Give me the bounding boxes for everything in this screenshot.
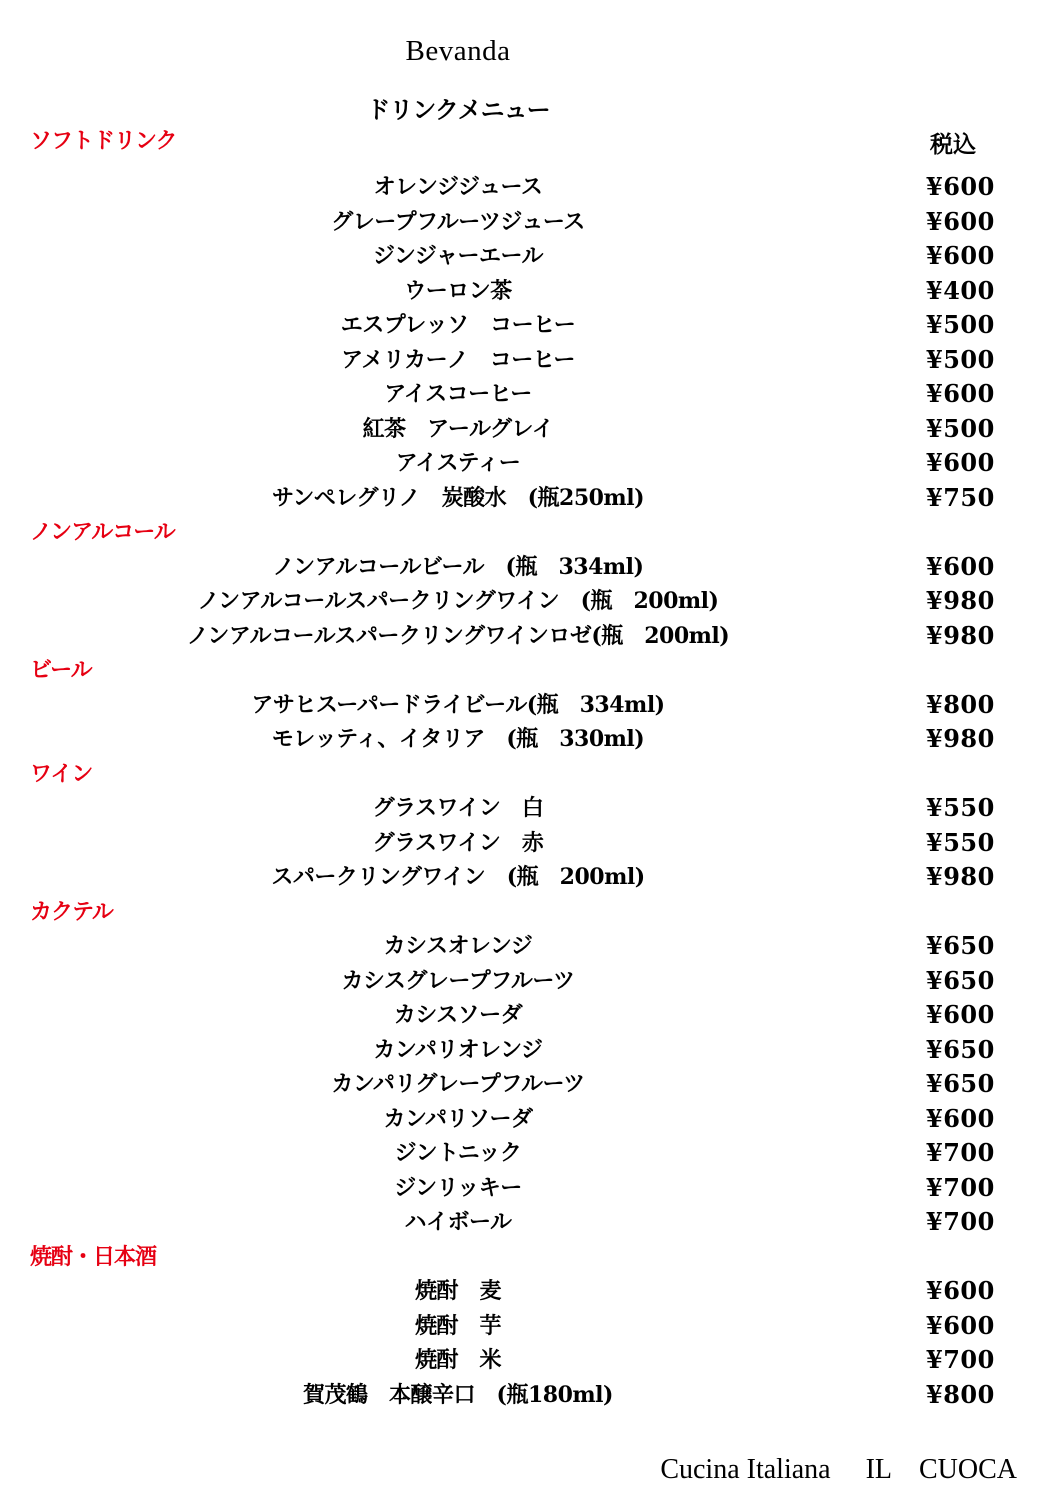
menu-item-price: ¥700 xyxy=(926,1172,995,1202)
menu-item-price: ¥700 xyxy=(926,1138,995,1167)
menu-item-name: アイスティー xyxy=(395,450,521,476)
menu-item-name: ジンリッキー xyxy=(394,1174,522,1201)
menu-section-label: カクテル xyxy=(30,898,113,925)
menu-item-price: ¥500 xyxy=(926,344,995,374)
menu-item-name: サンペレグリノ 炭酸水 (瓶250ml) xyxy=(272,484,644,511)
menu-item-name: 焼酎 芋 xyxy=(414,1312,501,1339)
menu-item-name: アサヒスーパードライビール(瓶 334ml) xyxy=(251,691,665,718)
menu-item-name: ノンアルコールビール (瓶 334ml) xyxy=(272,553,644,580)
menu-item-name: オレンジジュース xyxy=(373,174,543,200)
menu-item-name: カンパリオレンジ xyxy=(373,1036,543,1063)
menu-item-price: ¥600 xyxy=(926,1310,995,1340)
menu-item-price: ¥700 xyxy=(926,1345,995,1374)
menu-item-price: ¥650 xyxy=(926,1069,995,1098)
menu-item-price: ¥980 xyxy=(926,862,995,891)
menu-item-price: ¥600 xyxy=(926,1103,995,1133)
menu-item-name: モレッティ、イタリア (瓶 330ml) xyxy=(271,726,645,752)
restaurant-name-footer: Cucina Italiana IL CUOCA xyxy=(660,1454,1017,1485)
menu-item-name: 紅茶 アールグレイ xyxy=(362,415,554,442)
menu-item-name: 焼酎 麦 xyxy=(414,1278,501,1304)
menu-item-name: エスプレッソ コーヒー xyxy=(340,312,576,338)
menu-item-name: スパークリングワイン (瓶 200ml) xyxy=(271,864,645,890)
menu-item-name: グレープフルーツジュース xyxy=(331,208,585,235)
menu-item-name: アイスコーヒー xyxy=(384,381,532,407)
menu-item-price: ¥500 xyxy=(926,413,995,443)
menu-item-name: グラスワイン 赤 xyxy=(372,829,544,856)
menu-item-price: ¥600 xyxy=(926,379,995,408)
menu-item-name: カンパリグレープフルーツ xyxy=(331,1071,585,1097)
menu-item-price: ¥400 xyxy=(926,275,995,305)
menu-item-price: ¥700 xyxy=(926,1207,995,1236)
menu-item-price: ¥550 xyxy=(926,793,995,822)
menu-item-price: ¥980 xyxy=(926,586,995,615)
menu-item-name: カシスソーダ xyxy=(393,1002,523,1028)
menu-item-name: グラスワイン 白 xyxy=(372,795,544,821)
menu-item-price: ¥650 xyxy=(926,1034,995,1064)
menu-item-price: ¥800 xyxy=(926,1379,995,1409)
menu-item-price: ¥650 xyxy=(926,965,995,995)
menu-item-name: ノンアルコールスパークリングワインロゼ(瓶 200ml) xyxy=(186,622,730,649)
menu-subtitle: ドリンクメニュー xyxy=(366,95,550,124)
menu-item-name: ジントニック xyxy=(394,1140,522,1166)
menu-item-price: ¥550 xyxy=(926,827,995,857)
menu-section-label: 焼酎・日本酒 xyxy=(30,1243,157,1270)
menu-item-name: 賀茂鶴 本醸辛口 (瓶180ml) xyxy=(303,1381,613,1408)
menu-item-price: ¥980 xyxy=(926,724,995,753)
menu-item-price: ¥600 xyxy=(926,1276,995,1305)
menu-item-name: アメリカーノ コーヒー xyxy=(341,346,575,373)
menu-item-price: ¥800 xyxy=(926,689,995,719)
menu-section-label: ビール xyxy=(30,657,92,683)
menu-item-name: ウーロン茶 xyxy=(404,277,512,304)
menu-item-name: カンパリソーダ xyxy=(383,1105,533,1132)
menu-item-name: ジンジャーエール xyxy=(372,243,544,269)
menu-item-price: ¥980 xyxy=(926,620,995,650)
menu-item-price: ¥600 xyxy=(926,551,995,581)
tax-included-label: 税込 xyxy=(930,131,976,158)
menu-item-price: ¥600 xyxy=(926,1000,995,1029)
menu-section-first-label: ソフトドリンク xyxy=(30,128,177,154)
menu-title: Bevanda xyxy=(405,35,511,67)
menu-item-price: ¥600 xyxy=(926,448,995,477)
menu-item-price: ¥600 xyxy=(926,241,995,270)
menu-item-name: カシスグレープフルーツ xyxy=(341,967,575,994)
menu-item-price: ¥750 xyxy=(926,482,995,512)
menu-item-name: ノンアルコールスパークリングワイン (瓶 200ml) xyxy=(197,588,719,614)
menu-item-price: ¥500 xyxy=(926,310,995,339)
menu-item-name: カシスオレンジ xyxy=(383,933,533,959)
menu-item-price: ¥600 xyxy=(926,206,995,236)
menu-section-label: ノンアルコール xyxy=(30,519,175,545)
menu-item-name: 焼酎 米 xyxy=(414,1347,501,1373)
menu-section-label: ワイン xyxy=(30,760,93,787)
menu-item-price: ¥650 xyxy=(926,931,995,960)
menu-item-price: ¥600 xyxy=(926,172,995,201)
menu-item-name: ハイボール xyxy=(404,1209,512,1235)
